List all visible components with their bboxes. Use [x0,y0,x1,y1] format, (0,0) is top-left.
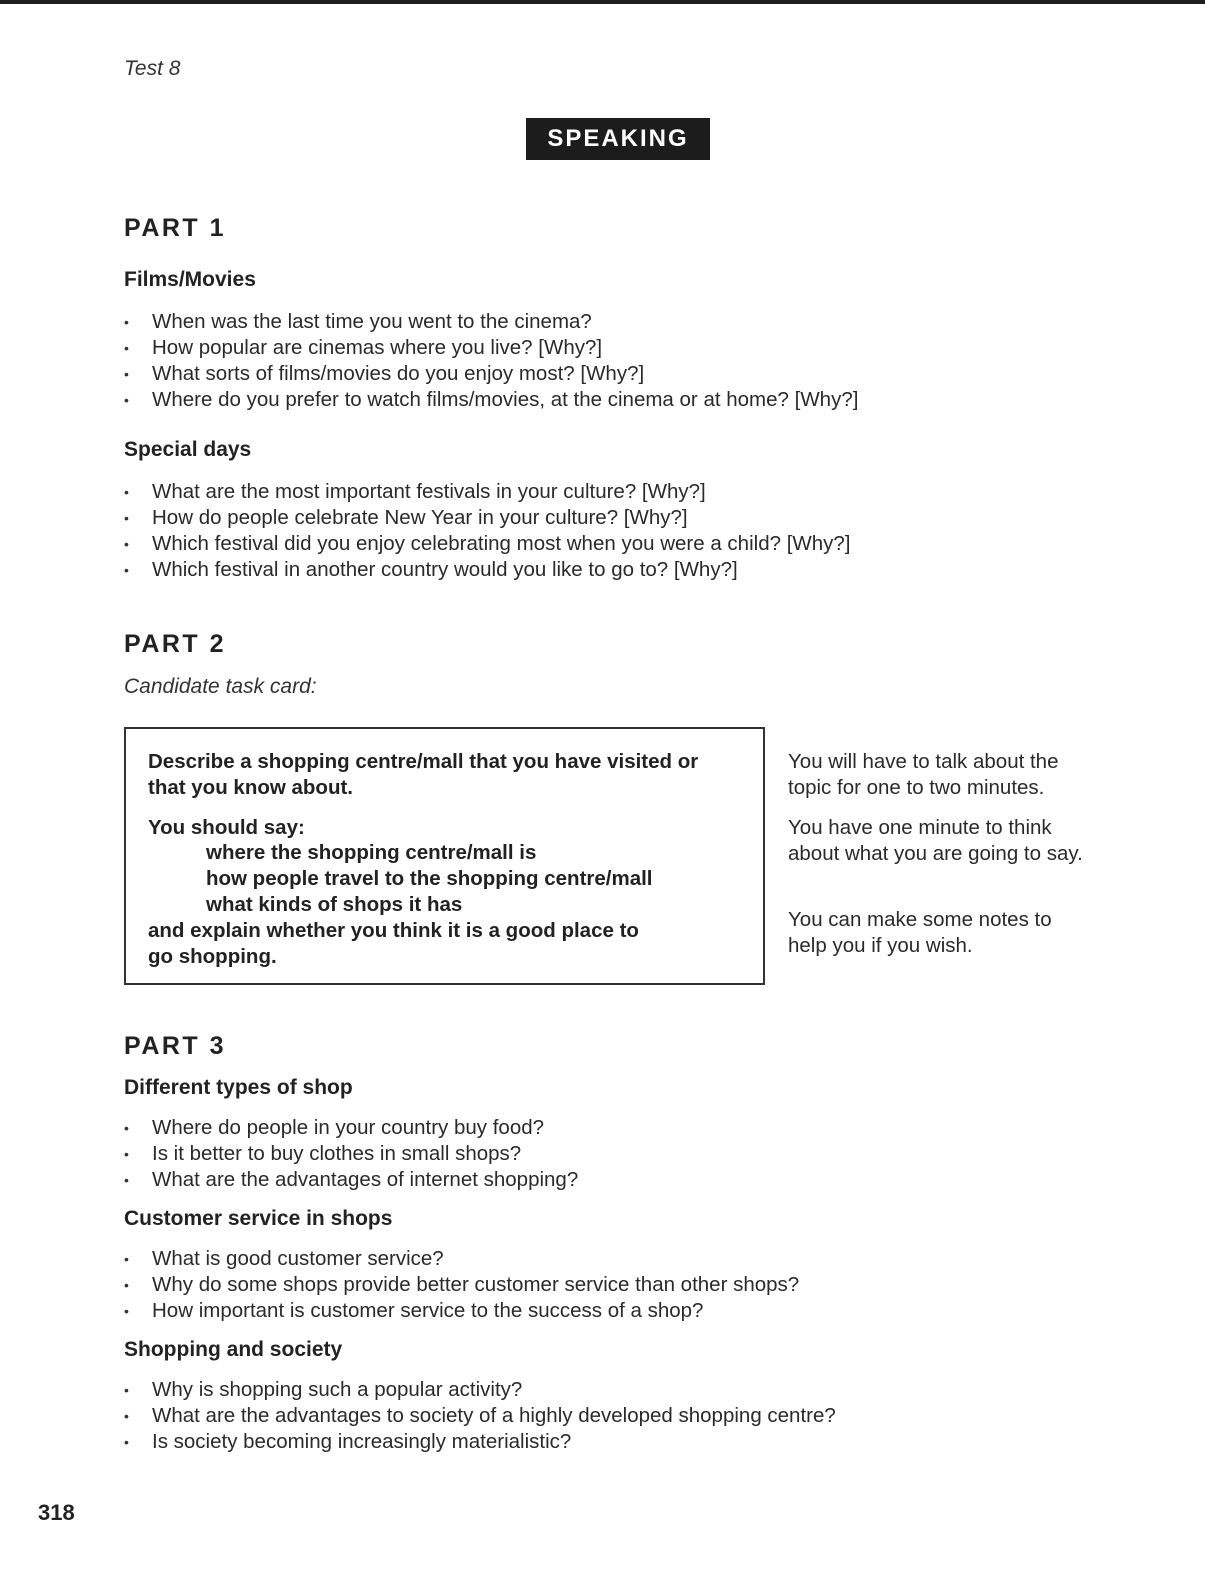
card-point: how people travel to the shopping centre/mall [206,867,653,890]
card-point: where the shopping centre/mall is [206,841,537,864]
question-item: • Where do you prefer to watch films/movies, at the cinema or at home? [Why?] [124,387,858,413]
side-note-prep: You have one minute to think about what you are going to say. [788,816,1083,865]
part-2-heading: PART 2 [124,630,227,658]
question-item: • What is good customer service? [124,1246,799,1272]
question-item: • Why is shopping such a popular activity? [124,1377,836,1403]
side-note-notes: You can make some notes to help you if you wish. [788,908,1052,957]
question-item: • How do people celebrate New Year in your culture? [Why?] [124,505,850,531]
topic-heading-shopping-society: Shopping and society [124,1338,343,1361]
question-list-shopping-society [124,1377,836,1455]
question-list-customer-service [124,1246,799,1324]
page-number: 318 [38,1500,75,1525]
question-item: • Which festival did you enjoy celebrating most when you were a child? [Why?] [124,531,850,557]
question-item: • What sorts of films/movies do you enjoy most? [Why?] [124,361,858,387]
card-prompt-line: Describe a shopping centre/mall that you have visited or [148,750,699,773]
side-note-time: You will have to talk about the topic for one to two minutes. [788,750,1059,799]
topic-heading-customer-service: Customer service in shops [124,1207,393,1230]
topic-heading-films: Films/Movies [124,268,256,291]
question-list-special-days [124,479,850,583]
part-3-heading: PART 3 [124,1032,227,1060]
card-explain-line: go shopping. [148,945,277,968]
part-1-heading: PART 1 [124,214,227,242]
card-explain-line: and explain whether you think it is a good place to [148,919,639,942]
question-item: • How popular are cinemas where you live? [Why?] [124,335,858,361]
question-item: • What are the most important festivals in your culture? [Why?] [124,479,850,505]
topic-heading-special-days: Special days [124,438,252,461]
question-item: • What are the advantages to society of a highly developed shopping centre? [124,1403,836,1429]
test-label: Test 8 [124,57,181,80]
question-item: • Is it better to buy clothes in small shops? [124,1141,578,1167]
question-item: • What are the advantages of internet shopping? [124,1167,578,1193]
section-title-badge: SPEAKING [526,118,710,160]
question-item: • Is society becoming increasingly materialistic? [124,1429,836,1455]
question-list-films [124,309,858,413]
top-border-line [0,0,1205,4]
card-prompt-line: that you know about. [148,776,353,799]
question-item: • How important is customer service to the success of a shop? [124,1298,799,1324]
card-should-say: You should say: [148,816,305,839]
candidate-task-card [124,727,765,985]
task-card-caption: Candidate task card: [124,675,317,698]
card-point: what kinds of shops it has [206,893,463,916]
topic-heading-shop-types: Different types of shop [124,1076,353,1099]
question-item: • Why do some shops provide better customer service than other shops? [124,1272,799,1298]
question-item: • Which festival in another country would you like to go to? [Why?] [124,557,850,583]
question-item: • Where do people in your country buy food? [124,1115,578,1141]
question-item: • When was the last time you went to the cinema? [124,309,858,335]
question-list-shop-types [124,1115,578,1193]
